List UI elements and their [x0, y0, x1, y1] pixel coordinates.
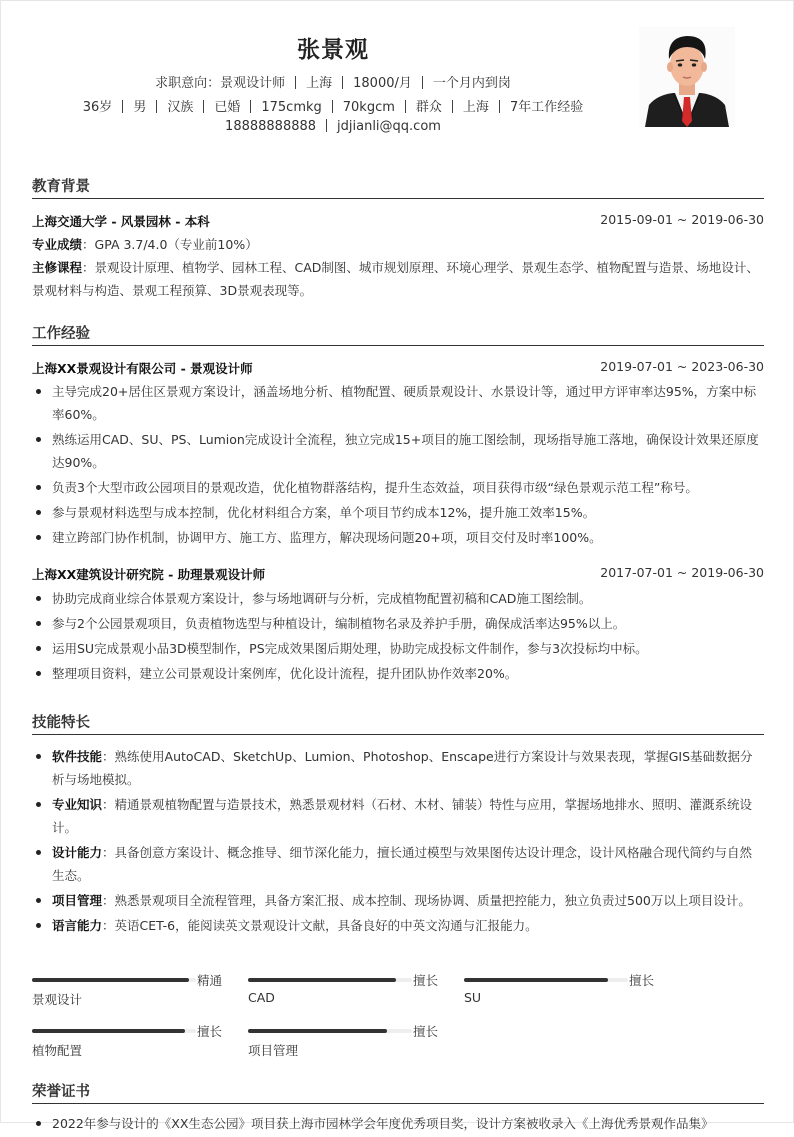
- education-courses: [32, 256, 764, 302]
- personal-info-line: [1, 96, 665, 115]
- skill-bullet: [32, 793, 764, 839]
- education-entry-header: [32, 212, 764, 230]
- weight: 70kgcm: [342, 100, 395, 115]
- education-gpa: [32, 233, 764, 256]
- separator: [203, 100, 204, 113]
- contact-line: [1, 119, 665, 134]
- skill-bar-track: [464, 978, 628, 982]
- job-bullets: [32, 380, 764, 551]
- expected-salary: 18000/月: [353, 76, 412, 91]
- email: jdjianli@qq.com: [337, 119, 441, 134]
- job-intent: 求职意向：景观设计师: [155, 76, 286, 91]
- section-title-honors: 荣誉证书: [32, 1084, 90, 1100]
- skill-bar: [464, 972, 654, 1012]
- job-bullet: 负责3个大型市政公园项目的景观改造，优化植物群落结构，提升生态效益，项目获得市级“绿色景观示范工程”称号。: [32, 476, 764, 499]
- skill-bar: [248, 972, 438, 1012]
- separator: [326, 119, 327, 132]
- skill-level: 擅长: [412, 973, 438, 988]
- skill-label: 软件技能: [52, 749, 103, 764]
- job-bullet: 参与2个公园景观项目，负责植物选型与种植设计，编制植物名录及养护手册，确保成活率达95%以上。: [32, 612, 764, 635]
- section-divider: [32, 345, 764, 346]
- work-years: 7年工作经验: [509, 100, 584, 115]
- intent-city: 上海: [306, 76, 333, 91]
- section-divider: [32, 1103, 764, 1104]
- separator: [295, 76, 296, 89]
- section-divider: [32, 198, 764, 199]
- honors-bullets: [32, 1112, 764, 1137]
- skill-label: 语言能力: [52, 918, 103, 933]
- skill-name: SU: [464, 990, 482, 1005]
- honor-bullet: 2022年参与设计的《XX生态公园》项目获上海市园林学会年度优秀项目奖，设计方案被收录入《上海优秀景观作品集》: [32, 1112, 764, 1135]
- job-entry-header: [32, 565, 764, 583]
- education-school: 上海交通大学 - 风景园林 - 本科: [32, 214, 210, 229]
- job-bullet: 运用SU完成景观小品3D模型制作，PS完成效果图后期处理，协助完成投标文件制作，参与3次投标均中标。: [32, 637, 764, 660]
- job-date: 2017-07-01 ~ 2019-06-30: [600, 565, 764, 580]
- separator: [405, 100, 406, 113]
- skill-text: ：具备创意方案设计、概念推导、细节深化能力，擅长通过模型与效果图传达设计理念，设计风格融合现代简约与自然生态。: [52, 845, 753, 883]
- marital-status: 已婚: [214, 100, 241, 115]
- job-intent-line: [1, 72, 665, 91]
- resume-header: [1, 1, 794, 151]
- separator: [422, 76, 423, 89]
- skill-bar-track: [248, 978, 412, 982]
- job-company-title: 上海XX建筑设计研究院 - 助理景观设计师: [32, 567, 266, 582]
- skill-bar-fill: [32, 1029, 185, 1033]
- separator: [342, 76, 343, 89]
- skill-name: 植物配置: [32, 1043, 83, 1058]
- skill-name: 景观设计: [32, 992, 83, 1007]
- gpa-value: ：GPA 3.7/4.0（专业前10%）: [82, 237, 258, 252]
- skill-bar-track: [32, 1029, 196, 1033]
- skills-bullets: [32, 745, 764, 939]
- skill-bullet: [32, 745, 764, 791]
- skill-text: ：熟悉景观项目全流程管理，具备方案汇报、成本控制、现场协调、质量把控能力，独立负责过500万以上项目设计。: [102, 893, 751, 908]
- separator: [452, 100, 453, 113]
- avatar-illustration-icon: [639, 27, 735, 127]
- separator: [250, 100, 251, 113]
- skill-level: 精通: [196, 973, 222, 988]
- separator: [122, 100, 123, 113]
- skill-bar-fill: [248, 978, 396, 982]
- section-title-skills: 技能特长: [32, 715, 90, 731]
- skill-text: ：精通景观植物配置与造景技术，熟悉景观材料（石材、木材、铺装）特性与应用，掌握场地排水、照明、灌溉系统设计。: [52, 797, 753, 835]
- skill-name: CAD: [248, 990, 275, 1005]
- courses-label: 主修课程: [32, 260, 83, 275]
- job-date: 2019-07-01 ~ 2023-06-30: [600, 359, 764, 374]
- skill-name: 项目管理: [248, 1043, 299, 1058]
- residence: 上海: [462, 100, 489, 115]
- separator: [156, 100, 157, 113]
- separator: [499, 100, 500, 113]
- phone: 18888888888: [225, 119, 317, 134]
- gender: 男: [133, 100, 147, 115]
- skill-level: 擅长: [196, 1024, 222, 1039]
- education-date: 2015-09-01 ~ 2019-06-30: [600, 212, 764, 227]
- skill-bullet: [32, 841, 764, 887]
- courses-value: ：景观设计原理、植物学、园林工程、CAD制图、城市规划原理、环境心理学、景观生态学、植物配置与造景、场地设计、景观材料与构造、景观工程预算、3D景观表现等。: [32, 260, 759, 298]
- skill-label: 项目管理: [52, 893, 103, 908]
- job-company-title: 上海XX景观设计有限公司 - 景观设计师: [32, 361, 253, 376]
- job-bullet: 主导完成20+居住区景观方案设计，涵盖场地分析、植物配置、硬质景观设计、水景设计等，通过甲方评审率达95%，方案中标率60%。: [32, 380, 764, 426]
- skill-text: ：熟练使用AutoCAD、SketchUp、Lumion、Photoshop、Enscape进行方案设计与效果表现，掌握GIS基础数据分析与场地模拟。: [52, 749, 753, 787]
- skill-bar: [32, 972, 222, 1012]
- skill-level: 擅长: [412, 1024, 438, 1039]
- job-bullet: 参与景观材料选型与成本控制，优化材料组合方案，单个项目节约成本12%，提升施工效率15%。: [32, 501, 764, 524]
- skill-bar-track: [248, 1029, 412, 1033]
- skill-bar-track: [32, 978, 196, 982]
- avatar: [639, 27, 735, 127]
- skill-label: 专业知识: [52, 797, 103, 812]
- job-bullet: 建立跨部门协作机制，协调甲方、施工方、监理方，解决现场问题20+项，项目交付及时率100%。: [32, 526, 764, 549]
- age: 36岁: [82, 100, 113, 115]
- skill-label: 设计能力: [52, 845, 103, 860]
- ethnicity: 汉族: [167, 100, 194, 115]
- gpa-label: 专业成绩: [32, 237, 83, 252]
- height: 175cmkg: [261, 100, 322, 115]
- section-title-work: 工作经验: [32, 326, 90, 342]
- skill-text: ：英语CET-6，能阅读英文景观设计文献，具备良好的中英文沟通与汇报能力。: [102, 918, 538, 933]
- skill-level: 擅长: [628, 973, 654, 988]
- skill-bullet: [32, 889, 764, 912]
- availability: 一个月内到岗: [432, 76, 511, 91]
- political-status: 群众: [415, 100, 442, 115]
- skill-bar-fill: [32, 978, 189, 982]
- job-entry-header: [32, 359, 764, 377]
- skill-bar: [32, 1023, 222, 1063]
- skill-bullet: [32, 914, 764, 937]
- skill-bar-fill: [464, 978, 608, 982]
- skill-bar: [248, 1023, 438, 1063]
- section-divider: [32, 734, 764, 735]
- job-bullet: 协助完成商业综合体景观方案设计，参与场地调研与分析，完成植物配置初稿和CAD施工图绘制。: [32, 587, 764, 610]
- skill-bar-fill: [248, 1029, 387, 1033]
- candidate-name: 张景观: [297, 37, 369, 63]
- job-bullets: [32, 587, 764, 687]
- section-title-education: 教育背景: [32, 179, 90, 195]
- job-bullet: 整理项目资料，建立公司景观设计案例库，优化设计流程，提升团队协作效率20%。: [32, 662, 764, 685]
- job-bullet: 熟练运用CAD、SU、PS、Lumion完成设计全流程，独立完成15+项目的施工图绘制，现场指导施工落地，确保设计效果还原度达90%。: [32, 428, 764, 474]
- separator: [332, 100, 333, 113]
